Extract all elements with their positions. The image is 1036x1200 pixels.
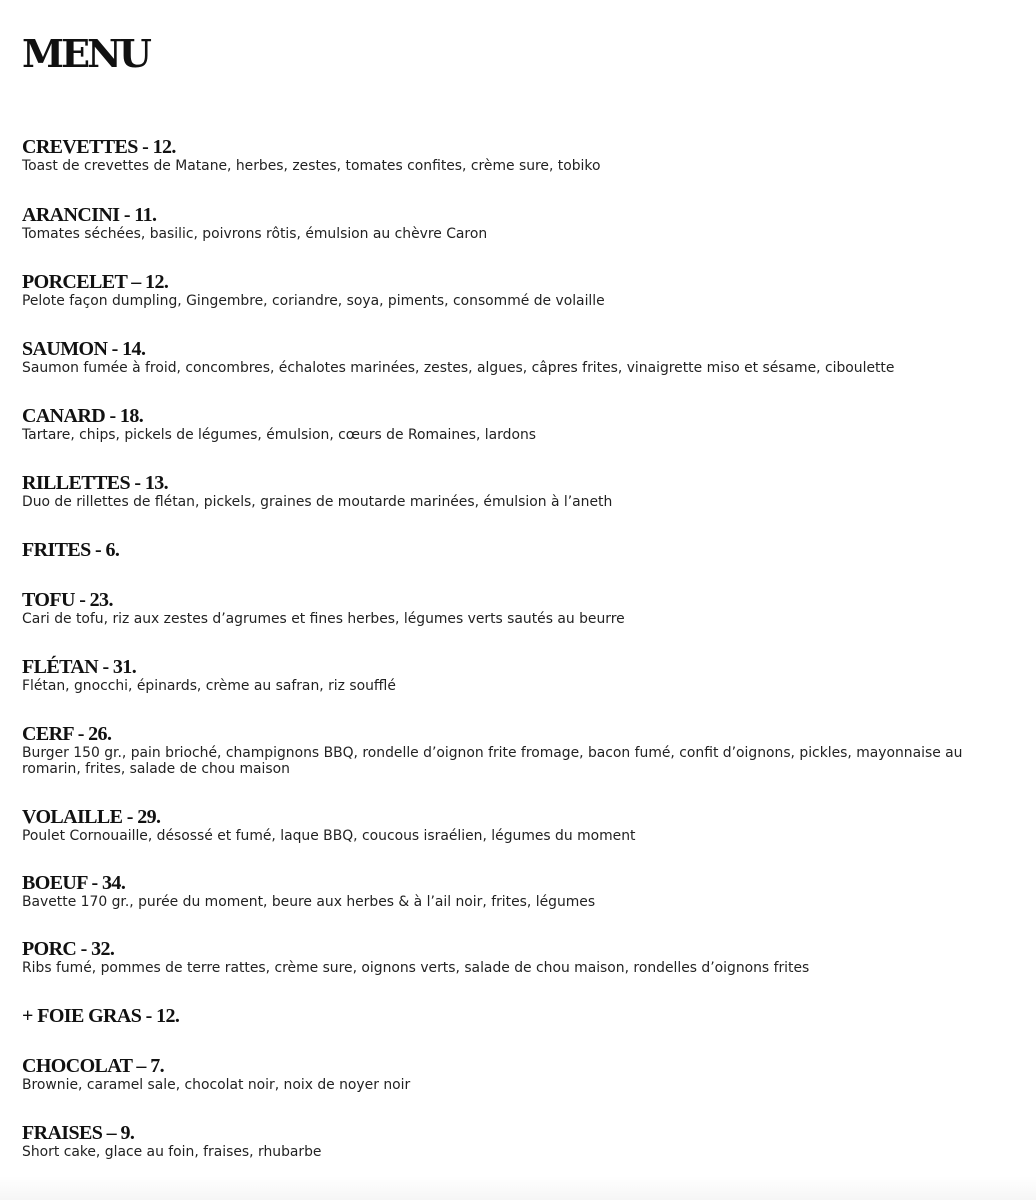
menu-item: [22, 723, 1012, 777]
menu-item: [22, 1005, 1012, 1027]
menu-item: [22, 1122, 1012, 1160]
menu-item-name: FRITES - 6.: [22, 539, 120, 561]
menu-item-description: Ribs fumé, pommes de terre rattes, crème sure, oignons verts, salade de chou maison, rondelles d’oignons frites: [22, 960, 810, 976]
menu-item-description: Saumon fumée à froid, concombres, échalotes marinées, zestes, algues, câpres frites, vinaigrette miso et sésame, ciboulette: [22, 360, 895, 376]
menu-item: [22, 539, 1012, 561]
menu-item-name: BOEUF - 34.: [22, 872, 126, 894]
menu-item: [22, 872, 1012, 910]
menu-item-description: Tomates séchées, basilic, poivrons rôtis, émulsion au chèvre Caron: [22, 226, 488, 242]
menu-item-name: CHOCOLAT – 7.: [22, 1055, 165, 1077]
menu-item-description: Brownie, caramel sale, chocolat noir, noix de noyer noir: [22, 1077, 411, 1093]
menu-item: [22, 338, 1012, 376]
menu-item: [22, 472, 1012, 510]
menu-item-description: Duo de rillettes de flétan, pickels, graines de moutarde marinées, émulsion à l’aneth: [22, 494, 613, 510]
menu-item: [22, 204, 1012, 242]
bottom-fade: [0, 1176, 1036, 1200]
menu-item: [22, 405, 1012, 443]
menu-item-name: FLÉTAN - 31.: [22, 656, 137, 678]
menu-item-name: VOLAILLE - 29.: [22, 806, 161, 828]
menu-item-description: Toast de crevettes de Matane, herbes, zestes, tomates confites, crème sure, tobiko: [22, 158, 601, 174]
menu-item-name: TOFU - 23.: [22, 589, 113, 611]
menu-item-name: + FOIE GRAS - 12.: [22, 1005, 180, 1027]
menu-item: [22, 271, 1012, 309]
menu-item: [22, 136, 1012, 174]
menu-item: [22, 938, 1012, 976]
menu-item-name: SAUMON - 14.: [22, 338, 146, 360]
page-title: MENU: [22, 31, 149, 76]
menu-item-description: Poulet Cornouaille, désossé et fumé, laque BBQ, coucous israélien, légumes du moment: [22, 828, 636, 844]
menu-item-name: CREVETTES - 12.: [22, 136, 176, 158]
menu-item-description: Bavette 170 gr., purée du moment, beure aux herbes & à l’ail noir, frites, légumes: [22, 894, 596, 910]
menu-item-name: ARANCINI - 11.: [22, 204, 157, 226]
menu-item-description: Cari de tofu, riz aux zestes d’agrumes et fines herbes, légumes verts sautés au beurre: [22, 611, 625, 627]
menu-item: [22, 589, 1012, 627]
menu-item: [22, 656, 1012, 694]
menu-item-description: Short cake, glace au foin, fraises, rhubarbe: [22, 1144, 322, 1160]
menu-item-description: Tartare, chips, pickels de légumes, émulsion, cœurs de Romaines, lardons: [22, 427, 537, 443]
menu-item-name: CERF - 26.: [22, 723, 112, 745]
menu-item-description: Flétan, gnocchi, épinards, crème au safran, riz soufflé: [22, 678, 396, 694]
menu-item: [22, 1055, 1012, 1093]
menu-item-name: FRAISES – 9.: [22, 1122, 135, 1144]
menu-item-description: Pelote façon dumpling, Gingembre, coriandre, soya, piments, consommé de volaille: [22, 293, 605, 309]
menu-item-name: RILLETTES - 13.: [22, 472, 169, 494]
menu-item-name: PORC - 32.: [22, 938, 115, 960]
menu-item-name: CANARD - 18.: [22, 405, 144, 427]
menu-item-description: Burger 150 gr., pain brioché, champignons BBQ, rondelle d’oignon frite fromage, bacon fumé, confit d’oignons, pickles, mayonnaise au romarin, frites, salade de chou maison: [22, 745, 963, 777]
menu-item-name: PORCELET – 12.: [22, 271, 169, 293]
menu-item: [22, 806, 1012, 844]
